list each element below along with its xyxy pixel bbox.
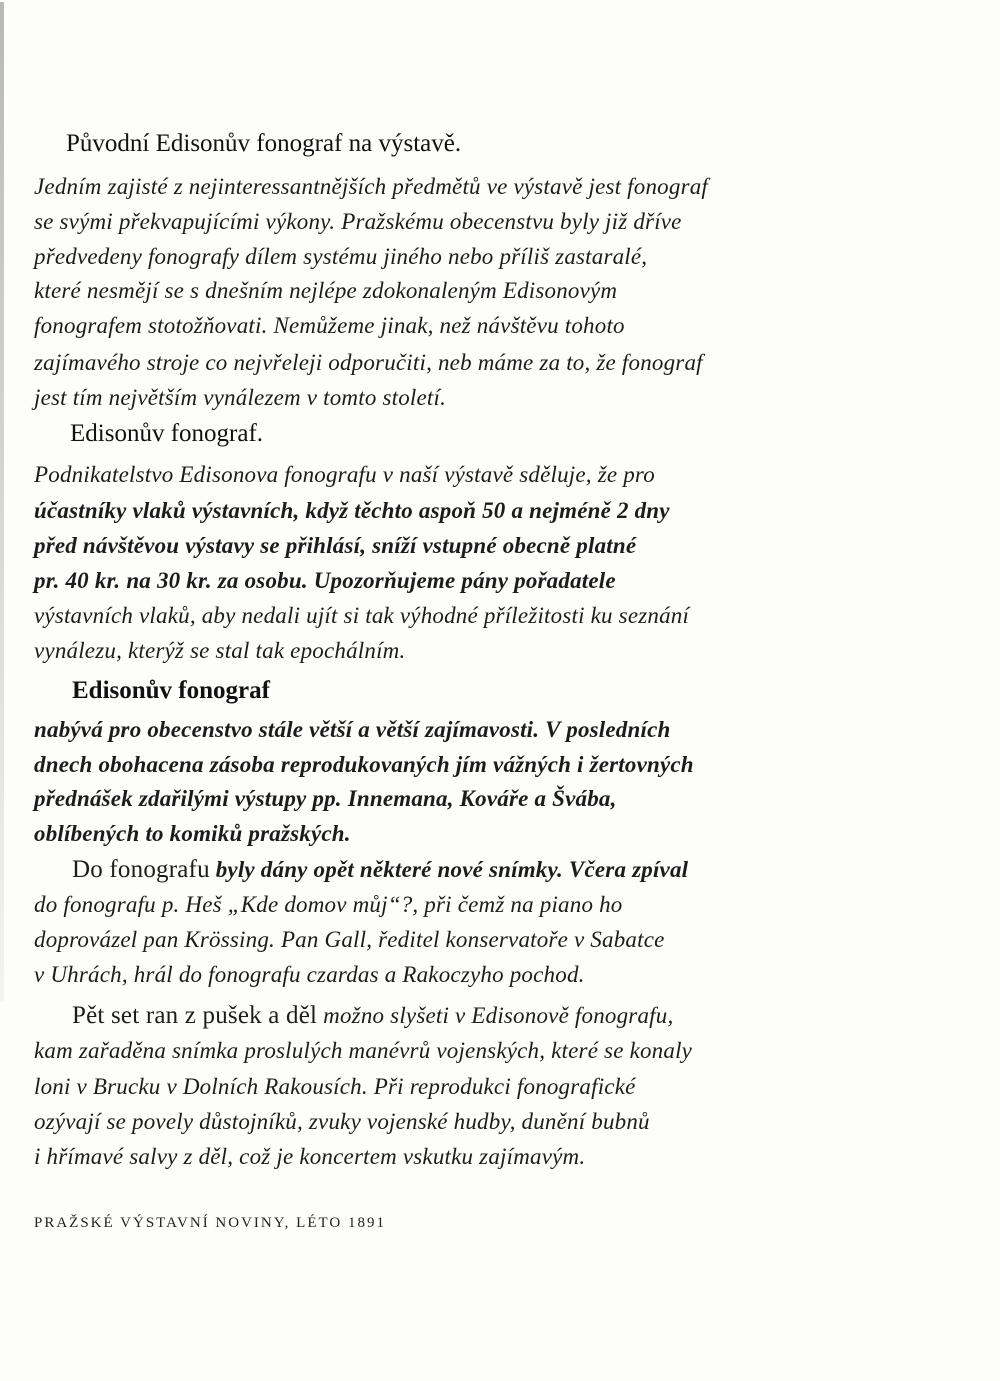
article-5-lead: Pět set ran z pušek a děl: [72, 1002, 318, 1029]
scan-edge-shadow: [0, 2, 4, 1002]
article-3-line: oblíbených to komiků pražských.: [34, 821, 351, 846]
article-5-line: kam zařaděna snímka proslulých manévrů vojenských, které se konaly: [34, 1038, 693, 1063]
article-2-line: Podnikatelstvo Edisonova fonografu v naší výstavě sděluje, že pro: [34, 462, 655, 487]
source-caption: PRAŽSKÉ VÝSTAVNÍ NOVINY, LÉTO 1891: [34, 1215, 386, 1231]
article-1-line: které nesmějí se s dnešním nejlépe zdokonaleným Edisonovým: [34, 278, 618, 303]
article-3-line: nabývá pro obecenstvo stále větší a větší zajímavosti. V posledních: [34, 717, 671, 742]
article-5-line: i hřímavé salvy z děl, což je koncertem vskutku zajímavým.: [34, 1144, 586, 1169]
article-2-line: účastníky vlaků výstavních, když těchto aspoň 50 a nejméně 2 dny: [34, 498, 670, 523]
article-4-first-line: [72, 856, 688, 884]
article-2-line: výstavních vlaků, aby nedali ujít si tak výhodné příležitosti ku seznání: [34, 603, 690, 628]
article-1-line: Jedním zajisté z nejinteressantnějších předmětů ve výstavě jest fonograf: [34, 174, 709, 199]
article-4-line: byly dány opět některé nové snímky. Včera zpíval: [215, 857, 689, 882]
article-2-line: před návštěvou výstavy se přihlásí, sníží vstupné obecně platné: [34, 533, 637, 558]
article-2-line: vynálezu, kterýž se stal tak epochálním.: [34, 638, 406, 663]
article-1-line: jest tím největším vynálezem v tomto století.: [34, 385, 447, 410]
article-5-line: ozývají se povely důstojníků, zvuky vojenské hudby, dunění bubnů: [34, 1109, 650, 1134]
article-5-first-line: [72, 1002, 673, 1030]
article-5-line: možno slyšeti v Edisonově fonografu,: [323, 1003, 674, 1028]
article-2-line: pr. 40 kr. na 30 kr. za osobu. Upozorňujeme pány pořadatele: [34, 568, 616, 593]
article-5-line: loni v Brucku v Dolních Rakousích. Při reprodukci fonografické: [34, 1074, 636, 1099]
article-3-line: dnech obohacena zásoba reprodukovaných jím vážných i žertovných: [34, 752, 694, 777]
article-4-line: do fonografu p. Heš „Kde domov můj“?, při čemž na piano ho: [34, 892, 623, 917]
article-1-line: předvedeny fonografy dílem systému jiného nebo příliš zastaralé,: [34, 244, 648, 269]
article-1-line: fonografem stotožňovati. Nemůžeme jinak, než návštěvu tohoto: [34, 313, 625, 338]
article-1-heading: Původní Edisonův fonograf na výstavě.: [66, 130, 462, 157]
article-3-heading: Edisonův fonograf: [72, 677, 270, 704]
article-1-line: se svými překvapujícími výkony. Pražskému obecenstvu byly již dříve: [34, 209, 682, 234]
article-4-line: v Uhrách, hrál do fonografu czardas a Rakoczyho pochod.: [34, 962, 585, 987]
article-2-heading: Edisonův fonograf.: [70, 420, 264, 447]
article-4-lead: Do fonografu: [72, 856, 210, 883]
article-3-line: přednášek zdařilými výstupy pp. Innemana, Kováře a Švába,: [34, 786, 617, 811]
article-4-line: doprovázel pan Krössing. Pan Gall, ředitel konservatoře v Sabatce: [34, 927, 665, 952]
article-1-line: zajímavého stroje co nejvřeleji odporučiti, neb máme za to, že fonograf: [34, 350, 703, 375]
